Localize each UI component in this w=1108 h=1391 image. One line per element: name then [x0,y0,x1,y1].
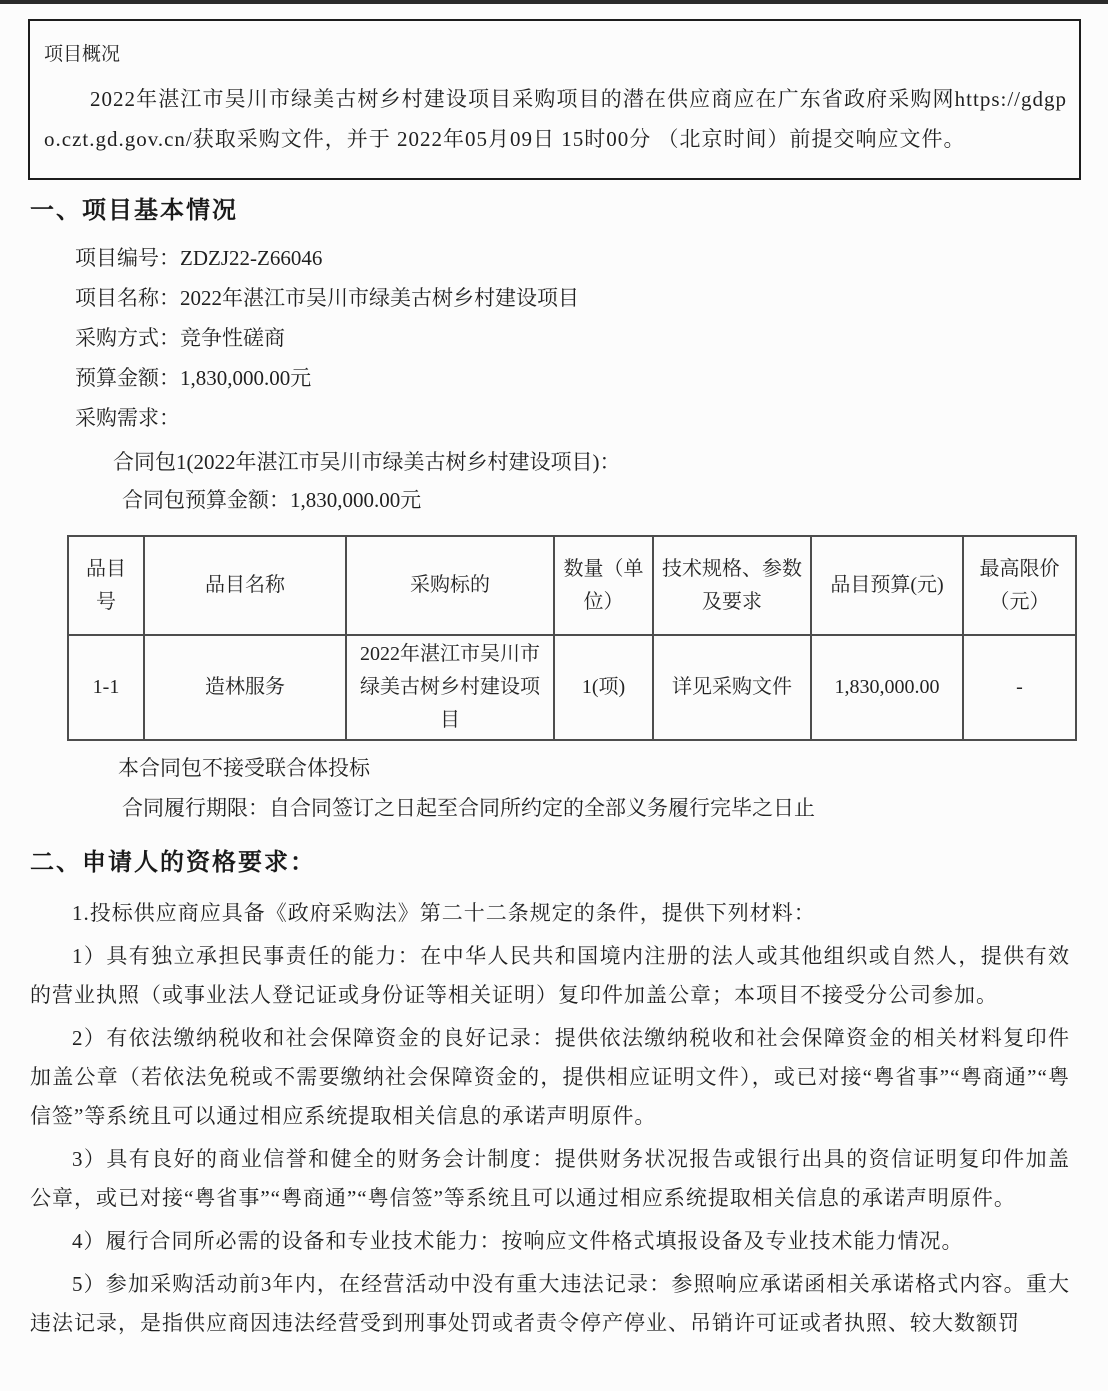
cell-item-budget: 1,830,000.00 [811,635,963,740]
field-procurement-method: 采购方式：竞争性磋商 [75,326,285,350]
table-row [68,635,1076,740]
cell-item-name: 造林服务 [144,635,346,740]
header-item-name: 品目名称 [144,536,346,635]
project-overview-text: 2022年湛江市吴川市绿美古树乡村建设项目采购项目的潜在供应商应在广东省政府采购网https://gdgpo.czt.gd.gov.cn/获取采购文件，并于 2022年05月09日 15时00分 （北京时间）前提交响应文件。 [44,87,1067,151]
field-budget-amount: 预算金额：1,830,000.00元 [75,366,312,390]
header-tech-specs: 技术规格、参数及要求 [653,536,811,635]
top-divider-bar [0,0,1108,4]
qualification-paragraph-3: 2）有依法缴纳税收和社会保障资金的良好记录：提供依法缴纳税收和社会保障资金的相关材料复印件加盖公章（若依法免税或不需要缴纳社会保障资金的，提供相应证明文件），或已对接“粤省事”“粤商通”“粤信签”等系统且可以通过相应系统提取相关信息的承诺声明原件。 [30,1026,1070,1128]
procurement-items-table [67,535,1077,741]
field-project-number: 项目编号：ZDZJ22-Z66046 [75,246,323,270]
section2-heading: 二、申请人的资格要求： [30,849,316,876]
qualification-paragraph-4: 3）具有良好的商业信誉和健全的财务会计制度：提供财务状况报告或银行出具的资信证明复印件加盖公章，或已对接“粤省事”“粤商通”“粤信签”等系统且可以通过相应系统提取相关信息的承诺声明原件。 [30,1147,1070,1210]
qualification-paragraph-6: 5）参加采购活动前3年内，在经营活动中没有重大违法记录：参照响应承诺函相关承诺格式内容。重大违法记录，是指供应商因违法经营受到刑事处罚或者责令停产停业、吊销许可证或者执照、较大数额罚 [30,1272,1070,1335]
header-item-number: 品目号 [68,536,144,635]
cell-procurement-target: 2022年湛江市吴川市绿美古树乡村建设项目 [346,635,554,740]
qualification-paragraph-5: 4）履行合同所必需的设备和专业技术能力：按响应文件格式填报设备及专业技术能力情况。 [72,1229,964,1253]
contract-period-note: 合同履行期限：自合同签订之日起至合同所约定的全部义务履行完毕之日止 [122,796,815,820]
header-quantity-unit: 数量（单位） [554,536,653,635]
table-header-row [68,536,1076,635]
cell-item-number: 1-1 [68,635,144,740]
header-procurement-target: 采购标的 [346,536,554,635]
field-procurement-demand: 采购需求： [75,406,180,430]
contract-package-budget-line: 合同包预算金额：1,830,000.00元 [122,488,422,512]
cell-tech-specs: 详见采购文件 [653,635,811,740]
header-item-budget: 品目预算(元) [811,536,963,635]
qualification-paragraph-2: 1）具有独立承担民事责任的能力：在中华人民共和国境内注册的法人或其他组织或自然人，提供有效的营业执照（或事业法人登记证或身份证等相关证明）复印件加盖公章；本项目不接受分公司参加。 [30,944,1070,1007]
section1-heading: 一、项目基本情况 [30,197,238,224]
cell-quantity-unit: 1(项) [554,635,653,740]
header-max-price: 最高限价（元） [963,536,1076,635]
project-basic-fields [75,238,579,438]
cell-max-price: - [963,635,1076,740]
contract-package-line: 合同包1(2022年湛江市吴川市绿美古树乡村建设项目)： [113,450,621,474]
project-overview-title: 项目概况 [44,44,121,65]
project-overview-box [28,19,1081,180]
no-consortium-note: 本合同包不接受联合体投标 [118,756,370,780]
field-project-name: 项目名称：2022年湛江市吴川市绿美古树乡村建设项目 [75,286,579,310]
qualification-paragraph-1: 1.投标供应商应具备《政府采购法》第二十二条规定的条件，提供下列材料： [72,901,816,925]
qualification-requirements [30,894,1070,1347]
